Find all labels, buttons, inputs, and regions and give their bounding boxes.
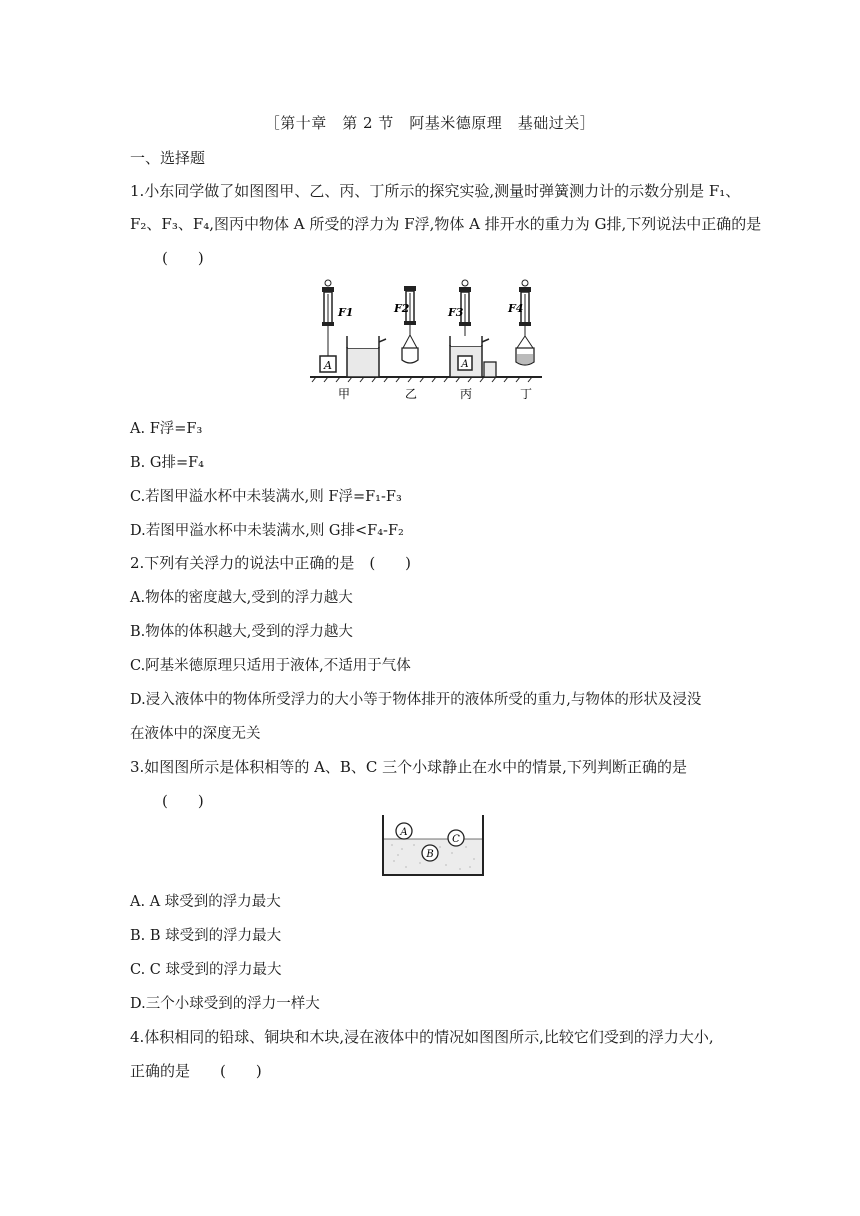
- q1-stem-line2: F₂、F₃、F₄,图丙中物体 A 所受的浮力为 F浮,物体 A 排开水的重力为 G排,下列说法中正确的是: [130, 215, 762, 233]
- label-yi: 乙: [405, 387, 418, 401]
- svg-text:F4: F4: [508, 302, 524, 315]
- label-jia: 甲: [338, 387, 351, 401]
- ball-c: [448, 830, 464, 846]
- svg-text:F3: F3: [448, 306, 464, 319]
- q3-figure: [380, 815, 486, 877]
- svg-text:A: A: [400, 827, 408, 838]
- q3-option-a: A. A 球受到的浮力最大: [130, 894, 281, 910]
- svg-text:F1: F1: [338, 306, 354, 319]
- label-ding: 丁: [520, 387, 533, 401]
- q2-option-d: D.浸入液体中的物体所受浮力的大小等于物体排开的液体所受的重力,与物体的形状及浸没: [130, 692, 702, 708]
- label-bing: 丙: [460, 387, 473, 401]
- q4-stem-line2: 正确的是 ( ): [130, 1062, 262, 1080]
- spring-scale-2: [393, 286, 418, 363]
- q2-option-d-cont: 在液体中的深度无关: [130, 726, 261, 742]
- q1-answer-paren: ( ): [162, 249, 204, 267]
- q3-answer-paren: ( ): [162, 792, 204, 810]
- svg-text:A: A: [461, 359, 469, 370]
- q1-option-c: C.若图甲溢水杯中未装满水,则 F浮=F₁-F₃: [130, 489, 402, 505]
- q2-option-c: C.阿基米德原理只适用于液体,不适用于气体: [130, 658, 411, 674]
- section-heading: 一、选择题: [130, 149, 206, 167]
- ball-a: [396, 823, 412, 839]
- svg-text:B: B: [426, 849, 434, 860]
- svg-text:C: C: [452, 834, 460, 845]
- q4-stem-line1: 4.体积相同的铅球、铜块和木块,浸在液体中的情况如图图所示,比较它们受到的浮力大小,: [130, 1028, 714, 1046]
- spring-scale-4: [507, 280, 534, 365]
- q3-option-b: B. B 球受到的浮力最大: [130, 928, 282, 944]
- q3-stem: 3.如图图所示是体积相等的 A、B、C 三个小球静止在水中的情景,下列判断正确的是: [130, 758, 687, 776]
- q1-option-d: D.若图甲溢水杯中未装满水,则 G排<F₄-F₂: [130, 523, 404, 539]
- q3-option-d: D.三个小球受到的浮力一样大: [130, 996, 320, 1012]
- q1-option-a: A. F浮=F₃: [130, 421, 203, 437]
- ball-b: [422, 845, 438, 861]
- q2-stem: 2.下列有关浮力的说法中正确的是 ( ): [130, 554, 412, 572]
- q1-figure: [310, 278, 542, 403]
- page-title: ［第十章 第 2 节 阿基米德原理 基础过关］: [264, 114, 596, 132]
- q1-option-b: B. G排=F₄: [130, 455, 204, 471]
- q1-stem-line1: 1.小东同学做了如图图甲、乙、丙、丁所示的探究实验,测量时弹簧测力计的示数分别是 F₁、: [130, 182, 741, 200]
- overflow-cup-3: [450, 336, 496, 377]
- overflow-cup-1: [347, 336, 386, 377]
- svg-text:F2: F2: [394, 302, 410, 315]
- q3-option-c: C. C 球受到的浮力最大: [130, 962, 282, 978]
- svg-text:A: A: [324, 359, 332, 372]
- q2-option-b: B.物体的体积越大,受到的浮力越大: [130, 624, 353, 640]
- q2-option-a: A.物体的密度越大,受到的浮力越大: [130, 590, 353, 606]
